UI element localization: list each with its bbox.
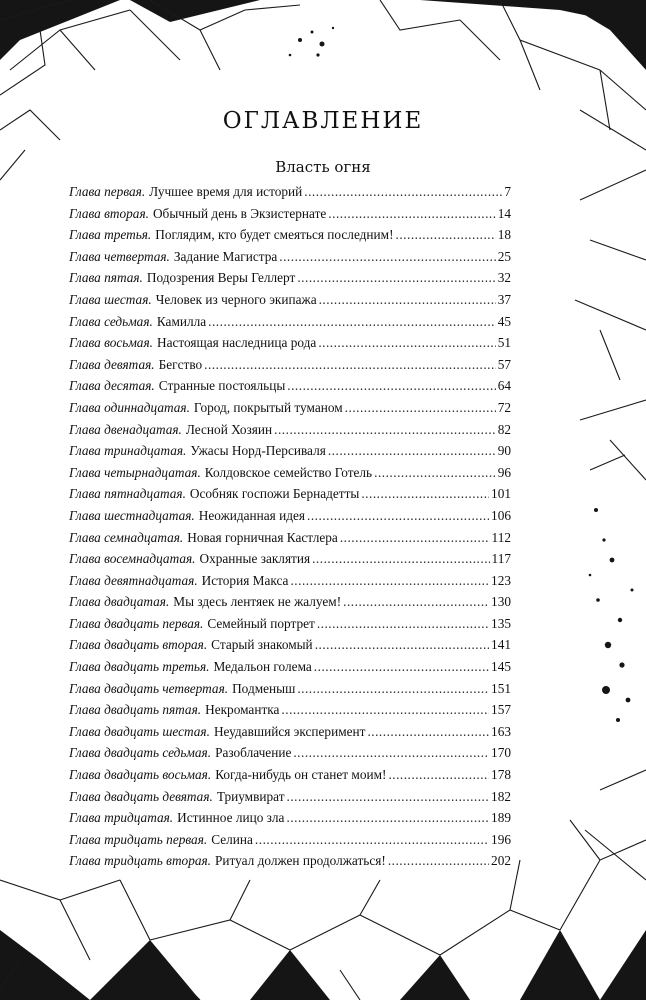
dot-leader [396, 224, 496, 246]
page-number: 72 [497, 399, 511, 415]
toc-entry [69, 699, 511, 721]
chapter-title: Колдовское семейство Готель [204, 464, 373, 480]
chapter-number: Глава пятнадцатая. [69, 486, 186, 502]
toc-entry [69, 440, 511, 462]
toc-entry [69, 181, 511, 203]
dot-leader [328, 440, 496, 462]
page-number: 14 [497, 205, 511, 221]
chapter-number: Глава двадцать восьмая. [69, 767, 212, 783]
page-number: 112 [491, 529, 511, 545]
chapter-number: Глава одиннадцатая. [69, 399, 190, 415]
chapter-title: Ритуал должен продолжаться! [215, 853, 386, 869]
toc-entry [69, 634, 511, 656]
dot-leader [281, 699, 489, 721]
chapter-number: Глава двадцать третья. [69, 659, 210, 675]
chapter-number: Глава двадцать пятая. [69, 702, 202, 718]
dot-leader [388, 850, 489, 872]
page-number: 196 [491, 831, 511, 847]
toc-entry [69, 505, 511, 527]
chapter-number: Глава девятнадцатая. [69, 572, 198, 588]
chapter-title: Подозрения Веры Геллерт [146, 270, 296, 286]
chapter-number: Глава шестая. [69, 291, 152, 307]
chapter-number: Глава двадцать четвертая. [69, 680, 229, 696]
dot-leader [274, 419, 496, 441]
chapter-title: Задание Магистра [173, 248, 278, 264]
chapter-number: Глава первая. [69, 184, 146, 199]
chapter-title: Камилла [156, 313, 207, 329]
toc-entry [69, 332, 511, 354]
chapter-number: Глава восемнадцатая. [69, 551, 196, 567]
page-number: 130 [491, 594, 511, 610]
page-number: 106 [491, 507, 511, 523]
chapter-number: Глава двадцать шестая. [69, 723, 210, 739]
dot-leader [328, 203, 495, 225]
chapter-title: Охранные заклятия [199, 551, 311, 567]
dot-leader [317, 613, 489, 635]
chapter-number: Глава четвертая. [69, 248, 170, 264]
dot-leader [279, 246, 495, 268]
page-number: 51 [497, 335, 511, 351]
chapter-title: Старый знакомый [211, 637, 313, 653]
chapter-number: Глава двадцать девятая. [69, 788, 213, 804]
chapter-title: Триумвират [216, 788, 285, 804]
dot-leader [318, 332, 495, 354]
chapter-title: Неудавшийся эксперимент [213, 723, 366, 739]
page-number: 151 [491, 680, 511, 696]
dot-leader [304, 181, 502, 203]
toc-entry [69, 786, 511, 808]
dot-leader [340, 527, 490, 549]
toc-entry [69, 829, 511, 851]
page-number: 182 [491, 788, 511, 804]
chapter-number: Глава восьмая. [69, 335, 153, 351]
toc-entry [69, 267, 511, 289]
chapter-title: Неожиданная идея [198, 507, 306, 523]
toc-entry [69, 742, 511, 764]
page-number: 96 [497, 464, 511, 480]
chapter-title: Истинное лицо зла [177, 810, 285, 826]
chapter-title: Странные постояльцы [158, 378, 286, 394]
toc-entry [69, 678, 511, 700]
toc-entry [69, 807, 511, 829]
dot-leader [255, 829, 489, 851]
toc-entry [69, 462, 511, 484]
page-number: 82 [497, 421, 511, 437]
chapter-title: История Макса [201, 572, 289, 588]
page-number: 45 [497, 313, 511, 329]
chapter-number: Глава семнадцатая. [69, 529, 184, 545]
toc-entry [69, 850, 511, 872]
chapter-number: Глава десятая. [69, 378, 155, 394]
chapter-title: Медальон голема [213, 659, 312, 675]
chapter-title: Семейный портрет [207, 615, 315, 631]
page-number: 189 [491, 810, 511, 826]
toc-entry [69, 764, 511, 786]
chapter-number: Глава пятая. [69, 270, 143, 286]
chapter-title: Когда-нибудь он станет моим! [215, 767, 387, 783]
chapter-number: Глава тридцать вторая. [69, 853, 212, 869]
chapter-number: Глава вторая. [69, 205, 149, 221]
page-number: 123 [491, 572, 511, 588]
page-number: 64 [497, 378, 511, 394]
chapter-title: Селина [211, 831, 253, 847]
dot-leader [312, 548, 489, 570]
chapter-title: Некромантка [205, 702, 280, 718]
page-number: 7 [504, 184, 511, 199]
chapter-number: Глава двадцать вторая. [69, 637, 208, 653]
dot-leader [208, 311, 496, 333]
page-number: 25 [497, 248, 511, 264]
toc-entry [69, 570, 511, 592]
page-number: 178 [491, 767, 511, 783]
chapter-number: Глава двенадцатая. [69, 421, 182, 437]
dot-leader [287, 786, 490, 808]
page-number: 117 [491, 551, 511, 567]
dot-leader [361, 483, 489, 505]
chapter-title: Бегство [158, 356, 203, 372]
dot-leader [297, 678, 489, 700]
chapter-number: Глава седьмая. [69, 313, 153, 329]
toc-entry [69, 203, 511, 225]
chapter-title: Подменыш [232, 680, 296, 696]
chapter-number: Глава двадцатая. [69, 594, 170, 610]
dot-leader [293, 742, 489, 764]
toc-entry [69, 419, 511, 441]
dot-leader [204, 354, 496, 376]
dot-leader [319, 289, 496, 311]
dot-leader [286, 807, 489, 829]
dot-leader [345, 397, 496, 419]
chapter-number: Глава третья. [69, 227, 152, 243]
dot-leader [343, 591, 489, 613]
page-number: 101 [491, 486, 511, 502]
chapter-number: Глава тридцатая. [69, 810, 174, 826]
chapter-title: Новая горничная Кастлера [187, 529, 338, 545]
page-number: 90 [497, 443, 511, 459]
toc-entry [69, 548, 511, 570]
toc-entry [69, 246, 511, 268]
chapter-number: Глава четырнадцатая. [69, 464, 201, 480]
section-title: Власть огня [275, 158, 371, 176]
dot-leader [314, 656, 489, 678]
chapter-title: Мы здесь лентяек не жалуем! [173, 594, 342, 610]
dot-leader [297, 267, 495, 289]
toc-entry [69, 483, 511, 505]
page-number: 32 [497, 270, 511, 286]
dot-leader [287, 375, 495, 397]
page-number: 145 [491, 659, 511, 675]
chapter-number: Глава двадцать первая. [69, 615, 204, 631]
chapter-number: Глава тридцать первая. [69, 831, 208, 847]
page-number: 157 [491, 702, 511, 718]
page-number: 170 [491, 745, 511, 761]
chapter-title: Разоблачение [215, 745, 292, 761]
chapter-title: Поглядим, кто будет смеяться последним! [155, 227, 394, 243]
chapter-title: Настоящая наследница рода [156, 335, 317, 351]
page-number: 141 [491, 637, 511, 653]
chapter-title: Особняк госпожи Бернадетты [189, 486, 360, 502]
chapter-title: Город, покрытый туманом [193, 399, 343, 415]
toc-entry [69, 527, 511, 549]
toc-entry [69, 397, 511, 419]
toc-entry [69, 224, 511, 246]
chapter-number: Глава тринадцатая. [69, 443, 187, 459]
toc-entry [69, 591, 511, 613]
chapter-number: Глава двадцать седьмая. [69, 745, 212, 761]
page-title: ОГЛАВЛЕНИЕ [222, 108, 424, 134]
page-number: 202 [491, 853, 511, 869]
toc-entry [69, 354, 511, 376]
chapter-title: Человек из черного экипажа [155, 291, 317, 307]
page-number: 37 [497, 291, 511, 307]
dot-leader [388, 764, 489, 786]
table-of-contents [69, 181, 511, 872]
dot-leader [367, 721, 489, 743]
dot-leader [374, 462, 496, 484]
chapter-title: Ужасы Норд-Персиваля [190, 443, 326, 459]
page-number: 57 [497, 356, 511, 372]
chapter-title: Лесной Хозяин [185, 421, 273, 437]
toc-entry [69, 721, 511, 743]
toc-entry [69, 289, 511, 311]
toc-entry [69, 656, 511, 678]
toc-entry [69, 311, 511, 333]
chapter-number: Глава девятая. [69, 356, 155, 372]
chapter-title: Лучшее время для историй [149, 184, 303, 199]
dot-leader [315, 634, 489, 656]
dot-leader [307, 505, 489, 527]
page-number: 135 [491, 615, 511, 631]
dot-leader [290, 570, 489, 592]
chapter-title: Обычный день в Экзистернате [152, 205, 327, 221]
page-number: 18 [497, 227, 511, 243]
chapter-number: Глава шестнадцатая. [69, 507, 195, 523]
toc-entry [69, 613, 511, 635]
page-number: 163 [491, 723, 511, 739]
toc-entry [69, 375, 511, 397]
